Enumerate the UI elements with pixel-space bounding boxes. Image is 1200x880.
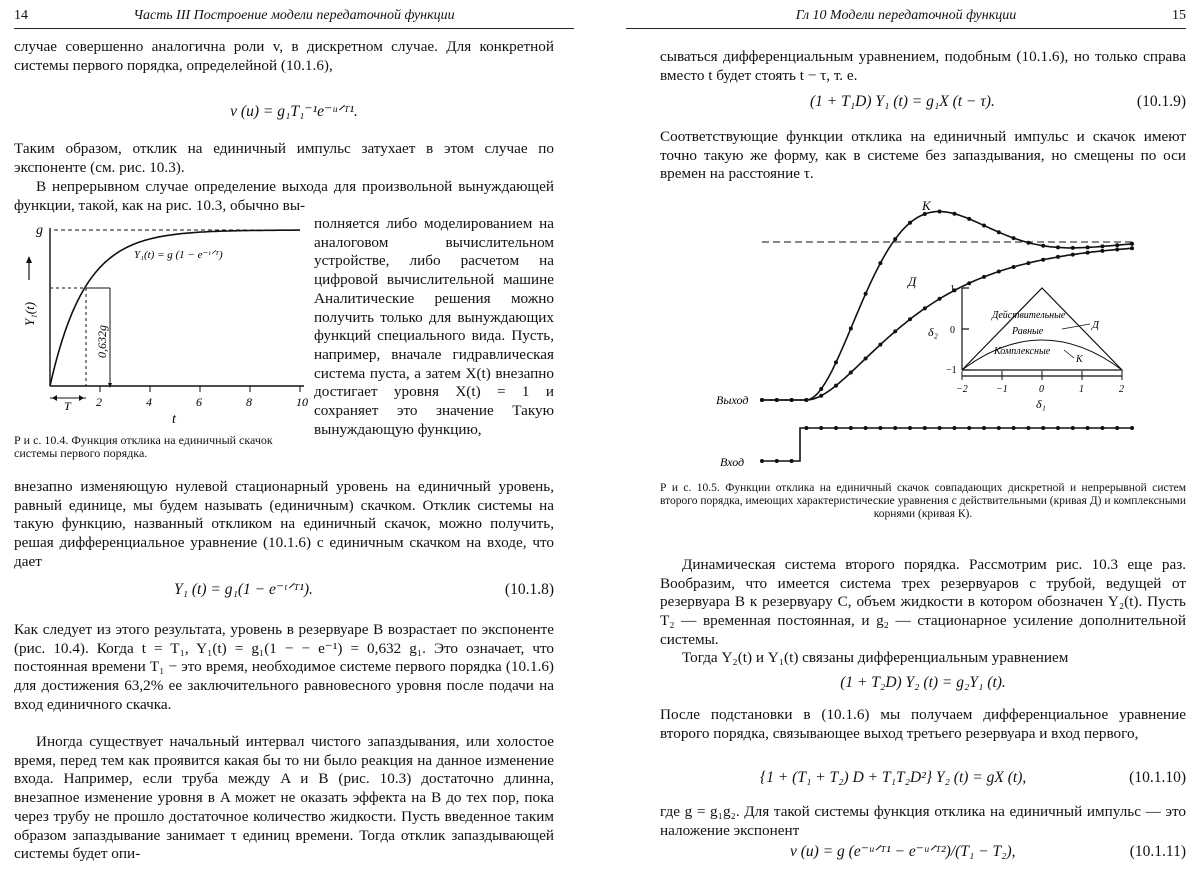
curve-K-point [952,212,956,216]
curve-K-point [938,210,942,214]
curve-K-point [1115,243,1119,247]
input-step-line [762,428,1130,461]
input-point [908,426,912,430]
curve-D-point [997,270,1001,274]
input-point [804,426,808,430]
input-point [864,426,868,430]
x-tick-label: 4 [146,395,152,409]
input-point [878,426,882,430]
input-point [1071,426,1075,430]
curve-K-point [864,292,868,296]
curve-K-point [997,230,1001,234]
level-label: 0,632g [95,325,109,358]
curve-K-point [982,224,986,228]
curve-D-point [893,329,897,333]
inset-y-tick: −1 [946,365,957,376]
running-title-left: Часть III Построение модели передаточной функции [133,8,455,23]
curve-D-point [967,281,971,285]
paragraph: После подстановки в (10.1.6) мы получаем дифференциальное уравнение второго порядка, связывающее выход третьего резервуара и вход первого, [660,706,1186,742]
inset-D: Д [1092,319,1099,331]
inset-x-tick: 1 [1079,384,1084,395]
left-page: 14 Часть III Построение модели передаточной функции случае совершенно аналогична роли v, в дискретном случае. Для конкретной системы первого порядка, определейной (10.1.6), v (u) = g₁T₁⁻¹e⁻ᵘᐟᵀ¹. Таким образом, отклик на единичный импульс затухает в этом случае по экспоненте (см. рис. 10.3). В непрерывном случае определение выхода для произвольной вынуждающей функции, такой, как на рис. 10.3, обычно вы- полняется либо моделированием на аналоговом вычислительном устройстве, либо расчетом на цифровой вычислительной машине Аналитические решения можно получить только для вынуждающих функций специального вида. Пусть, например, вначале гидравлическая система пуста, а затем X(t) внезапно достигает уровня X(t) = 1 и сохраняет это значение Такую вынуждающую функцию, g Y₁(t) = g (1 − e⁻ᵗᐟᵀ) Y₁(t) 0,632g T 2 4 6 8 10 t Р и с. 10.4. Функция отклика на единичный скачок системы первого порядка. внезапно изменяющую нулевой стационарный уровень на единичный уровень, равный единице, мы будем называть (единичным) скачком. Отклик системы на такую функцию, названный откликом на единичный скачок, можно получить, решая дифференциальное уравнение (10.1.6) с единичным скачком на входе, что дает Y₁ (t) = g₁(1 − e⁻ᵗᐟᵀ¹). (10.1.8) Как следует из этого результата, уровень в резервуаре B возрастает по экспоненте (рис. 10.4). Когда t = T₁, Y₁(t) = g₁(1 − − e⁻¹) = 0,632 g₁. Это означает, что постоянная времени T₁ − это время, необходимое системе первого порядка (10.1.6) для достижения 63,2% ее заключительного равновесного уровня после подачи на вход единичного скачка. Иногда существует начальный интервал чистого запаздывания, или холостое время, перед тем как проявится какая бы то ни было реакция на данное изменение входа. Например, если труба между A и B (рис. 10.3) достаточно длинна, внезапное изменение уровня в A может не оказать эффекта на B до тех пор, пока через трубу не прошло достаточное количество жидкости. Пусть введенное таким образом запаздывание занимает τ единиц времени. Тогда отклик запаздывающей системы будет опи- [14,0,574,880]
paragraph: Таким образом, отклик на единичный импульс затухает в этом случае по экспоненте (см. рис. 10.3). [14,140,554,176]
curve-K-point [1041,244,1045,248]
curve-D-point [804,398,808,402]
paragraph-wrap: полняется либо моделированием на аналоговом вычислительном устройстве, либо расчетом на цифровой вычислительной машине Аналитические решения можно получить только для вынуждающих функций специального вида. Пусть, например, вначале гидравлическая система пуста, а затем X(t) внезапно достигает уровня X(t) = 1 и сохраняет это значение Такую вынуждающую функцию, [314,215,554,438]
input-point [923,426,927,430]
curve-K-point [878,261,882,265]
equation-number: (10.1.10) [1129,769,1186,786]
input-point [775,459,779,463]
inset-x-tick: 0 [1039,384,1044,395]
paragraph: случае совершенно аналогична роли v, в дискретном случае. Для конкретной системы первого порядка, определейной (10.1.6), [14,38,554,74]
figure-10-5 [660,188,1186,478]
input-point [819,426,823,430]
curve-K-point [834,360,838,364]
input-point [1086,426,1090,430]
curve-D-point [1012,265,1016,269]
x-axis-label: t [172,412,176,427]
inset-x-label: δ₁ [1036,397,1046,411]
input-point [834,426,838,430]
x-tick-label: 2 [96,395,102,409]
input-point [760,459,764,463]
paragraph: Как следует из этого результата, уровень в резервуаре B возрастает по экспоненте (рис. 10.4). Когда t = T₁, Y₁(t) = g₁(1 − − e⁻¹) = 0,632 g₁. Это означает, что постоянная времени T₁ − это время, необходимое системе первого порядка (10.1.6) для достижения 63,2% ее заключительного равновесного уровня после подачи на вход единичного скачка. [14,621,554,713]
curve-K-point [1071,246,1075,250]
paragraph: Соответствующие функции отклика на единичный импульс и скачок имеют точно такую же форму, как в системе без запаздывания, но смещены по оси времен на расстояние τ. [660,128,1186,183]
input-point [952,426,956,430]
curve-D-point [1041,258,1045,262]
input-point [982,426,986,430]
paragraph: В непрерывном случае определение выхода для произвольной вынуждающей функции, такой, как на рис. 10.3, обычно вы- [14,178,554,214]
curve-D-point [1100,249,1104,253]
paragraph: Тогда Y₂(t) и Y₁(t) связаны дифференциальным уравнением [682,649,1069,666]
curve-D-point [760,398,764,402]
curve-D-point [938,297,942,301]
curve-D-point [923,306,927,310]
curve-D-point [1071,253,1075,257]
page-number-right: 15 [1172,8,1186,23]
label-output: Выход [716,393,749,407]
curve-D-point [834,384,838,388]
curve-K-point [1130,242,1134,246]
paragraph: сываться дифференциальным уравнением, подобным (10.1.6), но только справа вместо t будет стоять t − τ, т. е. [660,48,1186,84]
curve-K-point [1100,244,1104,248]
input-point [849,426,853,430]
region-equal: Равные [1012,326,1044,337]
input-point [790,459,794,463]
curve-K-point [849,327,853,331]
curve-K-point [1086,245,1090,249]
input-point [1056,426,1060,430]
input-point [1130,426,1134,430]
curve-D-point [1115,248,1119,252]
running-head-right [626,6,1186,29]
paragraph: Динамическая система второго порядка. Рассмотрим рис. 10.3 еще раз. Вообразим, что имеется система трех резервуаров с трубой, ведущей от резервуара B к резервуару C, объем жидкости в котором обозначен Y₂(t). Пусть T₂ — временная постоянная, и g₂ — стационарное усиление дополнительной системы. [660,556,1186,648]
region-complex: Комплексные [994,346,1051,357]
curve-D-point [849,371,853,375]
curve-label: Y₁(t) = g (1 − e⁻ᵗᐟᵀ) [134,249,223,261]
equation-number: (10.1.9) [1136,93,1186,110]
curve-K-point [967,217,971,221]
x-tick-label: 8 [246,395,252,409]
input-point [1041,426,1045,430]
label-D: Д [908,274,917,289]
curve-D-point [819,394,823,398]
label-K: К [922,198,931,213]
figure-caption: Р и с. 10.5. Функции отклика на единичный скачок совпадающих дискретной и непрерывной систем второго порядка, имеющих характеристические уравнения с действительными (кривая Д) и комплексными корнями (кривая К). [660,482,1186,520]
running-head-left [14,6,574,29]
paragraph: где g = g₁g₂. Для такой системы функция отклика на единичный импульс — это наложение экспонент [660,803,1186,839]
input-point [1026,426,1030,430]
page-number-left: 14 [14,8,28,23]
running-title-right: Гл 10 Модели передаточной функции [795,8,1017,23]
curve-K-point [1056,245,1060,249]
input-point [893,426,897,430]
inset-y-label: δ₂ [928,325,938,339]
curve-D-point [982,275,986,279]
curve-K-point [819,387,823,391]
input-point [1012,426,1016,430]
curve-D-point [1056,255,1060,259]
equation-number: (10.1.11) [1129,843,1186,860]
inset-K: К [1076,354,1083,365]
curve-K-point [1026,241,1030,245]
region-real: Действительные [992,310,1066,321]
input-point [1115,426,1119,430]
input-point [997,426,1001,430]
curve-D-point [908,317,912,321]
curve-D-point [790,398,794,402]
x-tick-label: 6 [196,395,202,409]
paragraph: внезапно изменяющую нулевой стационарный уровень на единичный уровень, равный единице, мы будем называть (единичным) скачком. Отклик системы на такую функцию, названный откликом на единичный скачок, можно получить, решая дифференциальное уравнение (10.1.6) с единичным скачком на входе, что дает [14,478,554,570]
equation: v (u) = g₁T₁⁻¹e⁻ᵘᐟᵀ¹. [230,103,358,120]
curve-D-point [878,343,882,347]
curve-D-point [1026,261,1030,265]
inset-y-tick: 0 [950,325,955,336]
equation-number: (10.1.8) [504,581,554,598]
figure-caption: Р и с. 10.4. Функция отклика на единичный скачок системы первого порядка. [14,433,273,460]
label-input: Вход [720,455,745,469]
curve-D-point [775,398,779,402]
curve-D-point [1086,251,1090,255]
figure-10-4 [14,218,310,428]
input-point [938,426,942,430]
input-point [1100,426,1104,430]
equation: (1 + T₂D) Y₂ (t) = g₂Y₁ (t). [840,674,1006,691]
y-top-label: g [36,223,43,238]
inset-x-tick: 2 [1119,384,1124,395]
curve-D-point [864,357,868,361]
curve-K-point [908,221,912,225]
inset-x-tick: −2 [956,384,968,395]
curve-D-point [1130,246,1134,250]
curve-K-point [1012,236,1016,240]
tick-T: T [64,399,71,413]
inset-y-tick: 1 [950,284,955,295]
y-axis-label: Y₁(t) [22,301,37,326]
right-page: Гл 10 Модели передаточной функции 15 сываться дифференциальным уравнением, подобным (10.1.6), но только справа вместо t будет стоять t − τ, т. е. (1 + T₁D) Y₁ (t) = g₁X (t − τ). (10.1.9) Соответствующие функции отклика на единичный импульс и скачок имеют точно такую же форму, как в системе без запаздывания, но смещены по оси времен на расстояние τ. К Д Выход Вход 1 0 −1 δ₂ −2 −1 0 1 2 δ₁ Действительные Равные Комплексные Д К Р и с. 10.5. Функции отклика на единичный скачок совпадающих дискретной и непрерывной систем второго порядка, имеющих характеристические уравнения с действительными (кривая Д) и комплексными корнями (кривая К). Динамическая система второго порядка. Рассмотрим рис. 10.3 еще раз. Вообразим, что имеется система трех резервуаров с трубой, ведущей от резервуара B к резервуару C, объем жидкости в котором обозначен Y₂(t). Пусть T₂ — временная постоянная, и g₂ — стационарное усиление дополнительной системы. Тогда Y₂(t) и Y₁(t) связаны дифференциальным уравнением (1 + T₂D) Y₂ (t) = g₂Y₁ (t). После подстановки в (10.1.6) мы получаем дифференциальное уравнение второго порядка, связывающее выход третьего резервуара и вход первого, {1 + (T₁ + T₂) D + T₁T₂D²} Y₂ (t) = gX (t), (10.1.10) где g = g₁g₂. Для такой системы функция отклика на единичный импульс — это наложение экспонент v (u) = g (e⁻ᵘᐟᵀ¹ − e⁻ᵘᐟᵀ²)/(T₁ − T₂), (10.1.11) [626,0,1186,880]
paragraph: Иногда существует начальный интервал чистого запаздывания, или холостое время, перед тем как проявится какая бы то ни было реакция на данное изменение входа. Например, если труба между A и B (рис. 10.3) достаточно длинна, внезапное изменение уровня в A может не оказать эффекта на B до тех пор, пока через трубу не прошло достаточное количество жидкости. Пусть введенное таким образом запаздывание занимает τ единиц времени. Тогда отклик запаздывающей системы будет опи- [14,733,554,863]
inset-x-tick: −1 [996,384,1008,395]
curve-K-point [893,237,897,241]
input-point [967,426,971,430]
x-tick-label: 10 [296,395,308,409]
